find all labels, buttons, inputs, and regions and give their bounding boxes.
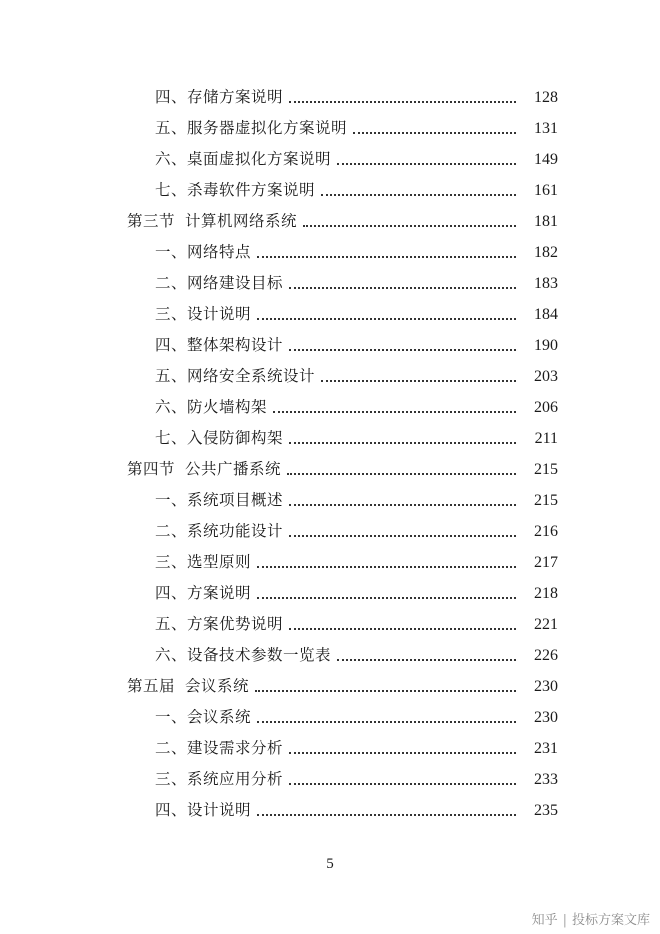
toc-subsection-entry xyxy=(0,702,660,733)
toc-page-number: 235 xyxy=(534,802,558,819)
toc-page-number: 221 xyxy=(534,616,558,633)
toc-entry-label xyxy=(155,82,289,113)
toc-entry-title: 四、存储方案说明 xyxy=(155,88,284,106)
toc-page-number: 215 xyxy=(534,461,558,478)
toc-entry-title: 一、网络特点 xyxy=(155,243,252,261)
toc-entry-label xyxy=(155,516,289,547)
toc-subsection-entry xyxy=(0,113,660,144)
toc-entry-title: 三、选型原则 xyxy=(155,553,252,571)
watermark-site: 知乎 xyxy=(531,913,558,928)
toc-subsection-entry xyxy=(0,392,660,423)
dot-leader xyxy=(289,534,516,537)
toc-entry-title: 六、设备技术参数一览表 xyxy=(155,646,332,664)
toc-entry-label xyxy=(155,144,337,175)
toc-entry-label xyxy=(155,547,257,578)
toc-entry-label xyxy=(127,454,287,485)
toc-entry-title: 二、系统功能设计 xyxy=(155,522,284,540)
toc-entry-label xyxy=(155,175,321,206)
toc-entry-title: 一、系统项目概述 xyxy=(155,491,284,509)
dot-leader xyxy=(321,379,516,382)
dot-leader xyxy=(337,658,516,661)
toc-section-entry xyxy=(0,671,660,702)
toc-page-number: 181 xyxy=(534,213,558,230)
dot-leader xyxy=(353,131,516,134)
toc-subsection-entry xyxy=(0,609,660,640)
toc-entry-label xyxy=(155,733,289,764)
dot-leader xyxy=(289,348,516,351)
dot-leader xyxy=(289,503,516,506)
toc-entry-title: 七、杀毒软件方案说明 xyxy=(155,181,316,199)
toc-page-number: 231 xyxy=(534,740,558,757)
dot-leader xyxy=(289,441,516,444)
toc-subsection-entry xyxy=(0,144,660,175)
toc-entry-label xyxy=(127,206,303,237)
toc-entry-label xyxy=(155,578,257,609)
toc-subsection-entry xyxy=(0,361,660,392)
toc-page-number: 128 xyxy=(534,89,558,106)
toc-page-number: 183 xyxy=(534,275,558,292)
dot-leader xyxy=(289,782,516,785)
toc-subsection-entry xyxy=(0,268,660,299)
toc-subsection-entry xyxy=(0,547,660,578)
dot-leader xyxy=(273,410,516,413)
toc-entry-title: 五、网络安全系统设计 xyxy=(155,367,316,385)
dot-leader xyxy=(257,317,516,320)
toc-entry-title: 一、会议系统 xyxy=(155,708,252,726)
toc-entry-label xyxy=(155,764,289,795)
dot-leader xyxy=(303,224,516,227)
toc-page-number: 203 xyxy=(534,368,558,385)
toc-page-number: 233 xyxy=(534,771,558,788)
dot-leader xyxy=(321,193,516,196)
toc-entry-label xyxy=(155,392,273,423)
toc-entry-title: 四、设计说明 xyxy=(155,801,252,819)
toc-section-number: 第五届 xyxy=(127,677,176,695)
toc-section-number: 第四节 xyxy=(127,460,176,478)
toc-page-number: 211 xyxy=(534,430,558,447)
toc-subsection-entry xyxy=(0,578,660,609)
toc-entry-label xyxy=(155,268,289,299)
toc-entry-label xyxy=(127,671,255,702)
toc-entry-label xyxy=(155,299,257,330)
dot-leader xyxy=(257,720,516,723)
toc-entry-title: 会议系统 xyxy=(185,677,250,695)
dot-leader xyxy=(289,751,516,754)
toc-page-number: 226 xyxy=(534,647,558,664)
toc-section-entry xyxy=(0,206,660,237)
toc-subsection-entry xyxy=(0,485,660,516)
toc-subsection-entry xyxy=(0,330,660,361)
dot-leader xyxy=(337,162,516,165)
watermark xyxy=(532,909,650,928)
watermark-divider: | xyxy=(562,913,567,928)
toc-entry-title: 五、方案优势说明 xyxy=(155,615,284,633)
toc-entry-title: 四、方案说明 xyxy=(155,584,252,602)
dot-leader xyxy=(287,472,516,475)
toc-page-number: 230 xyxy=(534,709,558,726)
toc-entry-label xyxy=(155,640,337,671)
toc-page-number: 206 xyxy=(534,399,558,416)
toc-page-number: 184 xyxy=(534,306,558,323)
toc-entry-label xyxy=(155,485,289,516)
toc-entry-label xyxy=(155,237,257,268)
toc-entry-label xyxy=(155,702,257,733)
toc-subsection-entry xyxy=(0,764,660,795)
toc-entry-label xyxy=(155,423,289,454)
toc-section-entry xyxy=(0,454,660,485)
toc-subsection-entry xyxy=(0,733,660,764)
toc-entry-title: 七、入侵防御构架 xyxy=(155,429,284,447)
toc-entry-label xyxy=(155,609,289,640)
toc-entry-title: 公共广播系统 xyxy=(185,460,282,478)
toc-page-number: 218 xyxy=(534,585,558,602)
table-of-contents xyxy=(0,82,660,826)
toc-subsection-entry xyxy=(0,237,660,268)
toc-entry-label xyxy=(155,795,257,826)
toc-entry-title: 五、服务器虚拟化方案说明 xyxy=(155,119,348,137)
dot-leader xyxy=(289,627,516,630)
dot-leader xyxy=(255,689,516,692)
toc-subsection-entry xyxy=(0,640,660,671)
toc-page-number: 182 xyxy=(534,244,558,261)
toc-page-number: 190 xyxy=(534,337,558,354)
dot-leader xyxy=(289,100,516,103)
toc-entry-title: 六、防火墙构架 xyxy=(155,398,268,416)
toc-entry-title: 二、网络建设目标 xyxy=(155,274,284,292)
watermark-author: 投标方案文库 xyxy=(571,913,650,928)
toc-entry-title: 六、桌面虚拟化方案说明 xyxy=(155,150,332,168)
toc-entry-title: 二、建设需求分析 xyxy=(155,739,284,757)
dot-leader xyxy=(257,813,516,816)
toc-page-number: 161 xyxy=(534,182,558,199)
dot-leader xyxy=(257,255,516,258)
dot-leader xyxy=(289,286,516,289)
toc-page-number: 230 xyxy=(534,678,558,695)
toc-entry-title: 三、设计说明 xyxy=(155,305,252,323)
toc-page-number: 215 xyxy=(534,492,558,509)
toc-entry-title: 计算机网络系统 xyxy=(185,212,298,230)
toc-entry-label xyxy=(155,361,321,392)
toc-entry-label xyxy=(155,330,289,361)
dot-leader xyxy=(257,565,516,568)
toc-subsection-entry xyxy=(0,82,660,113)
page-number: 5 xyxy=(326,856,334,872)
toc-entry-title: 四、整体架构设计 xyxy=(155,336,284,354)
toc-page-number: 216 xyxy=(534,523,558,540)
toc-subsection-entry xyxy=(0,175,660,206)
toc-page-number: 217 xyxy=(534,554,558,571)
toc-subsection-entry xyxy=(0,516,660,547)
dot-leader xyxy=(257,596,516,599)
toc-section-number: 第三节 xyxy=(127,212,176,230)
toc-page-number: 131 xyxy=(534,120,558,137)
toc-subsection-entry xyxy=(0,795,660,826)
toc-entry-label xyxy=(155,113,353,144)
toc-entry-title: 三、系统应用分析 xyxy=(155,770,284,788)
toc-page-number: 149 xyxy=(534,151,558,168)
toc-subsection-entry xyxy=(0,299,660,330)
toc-subsection-entry xyxy=(0,423,660,454)
